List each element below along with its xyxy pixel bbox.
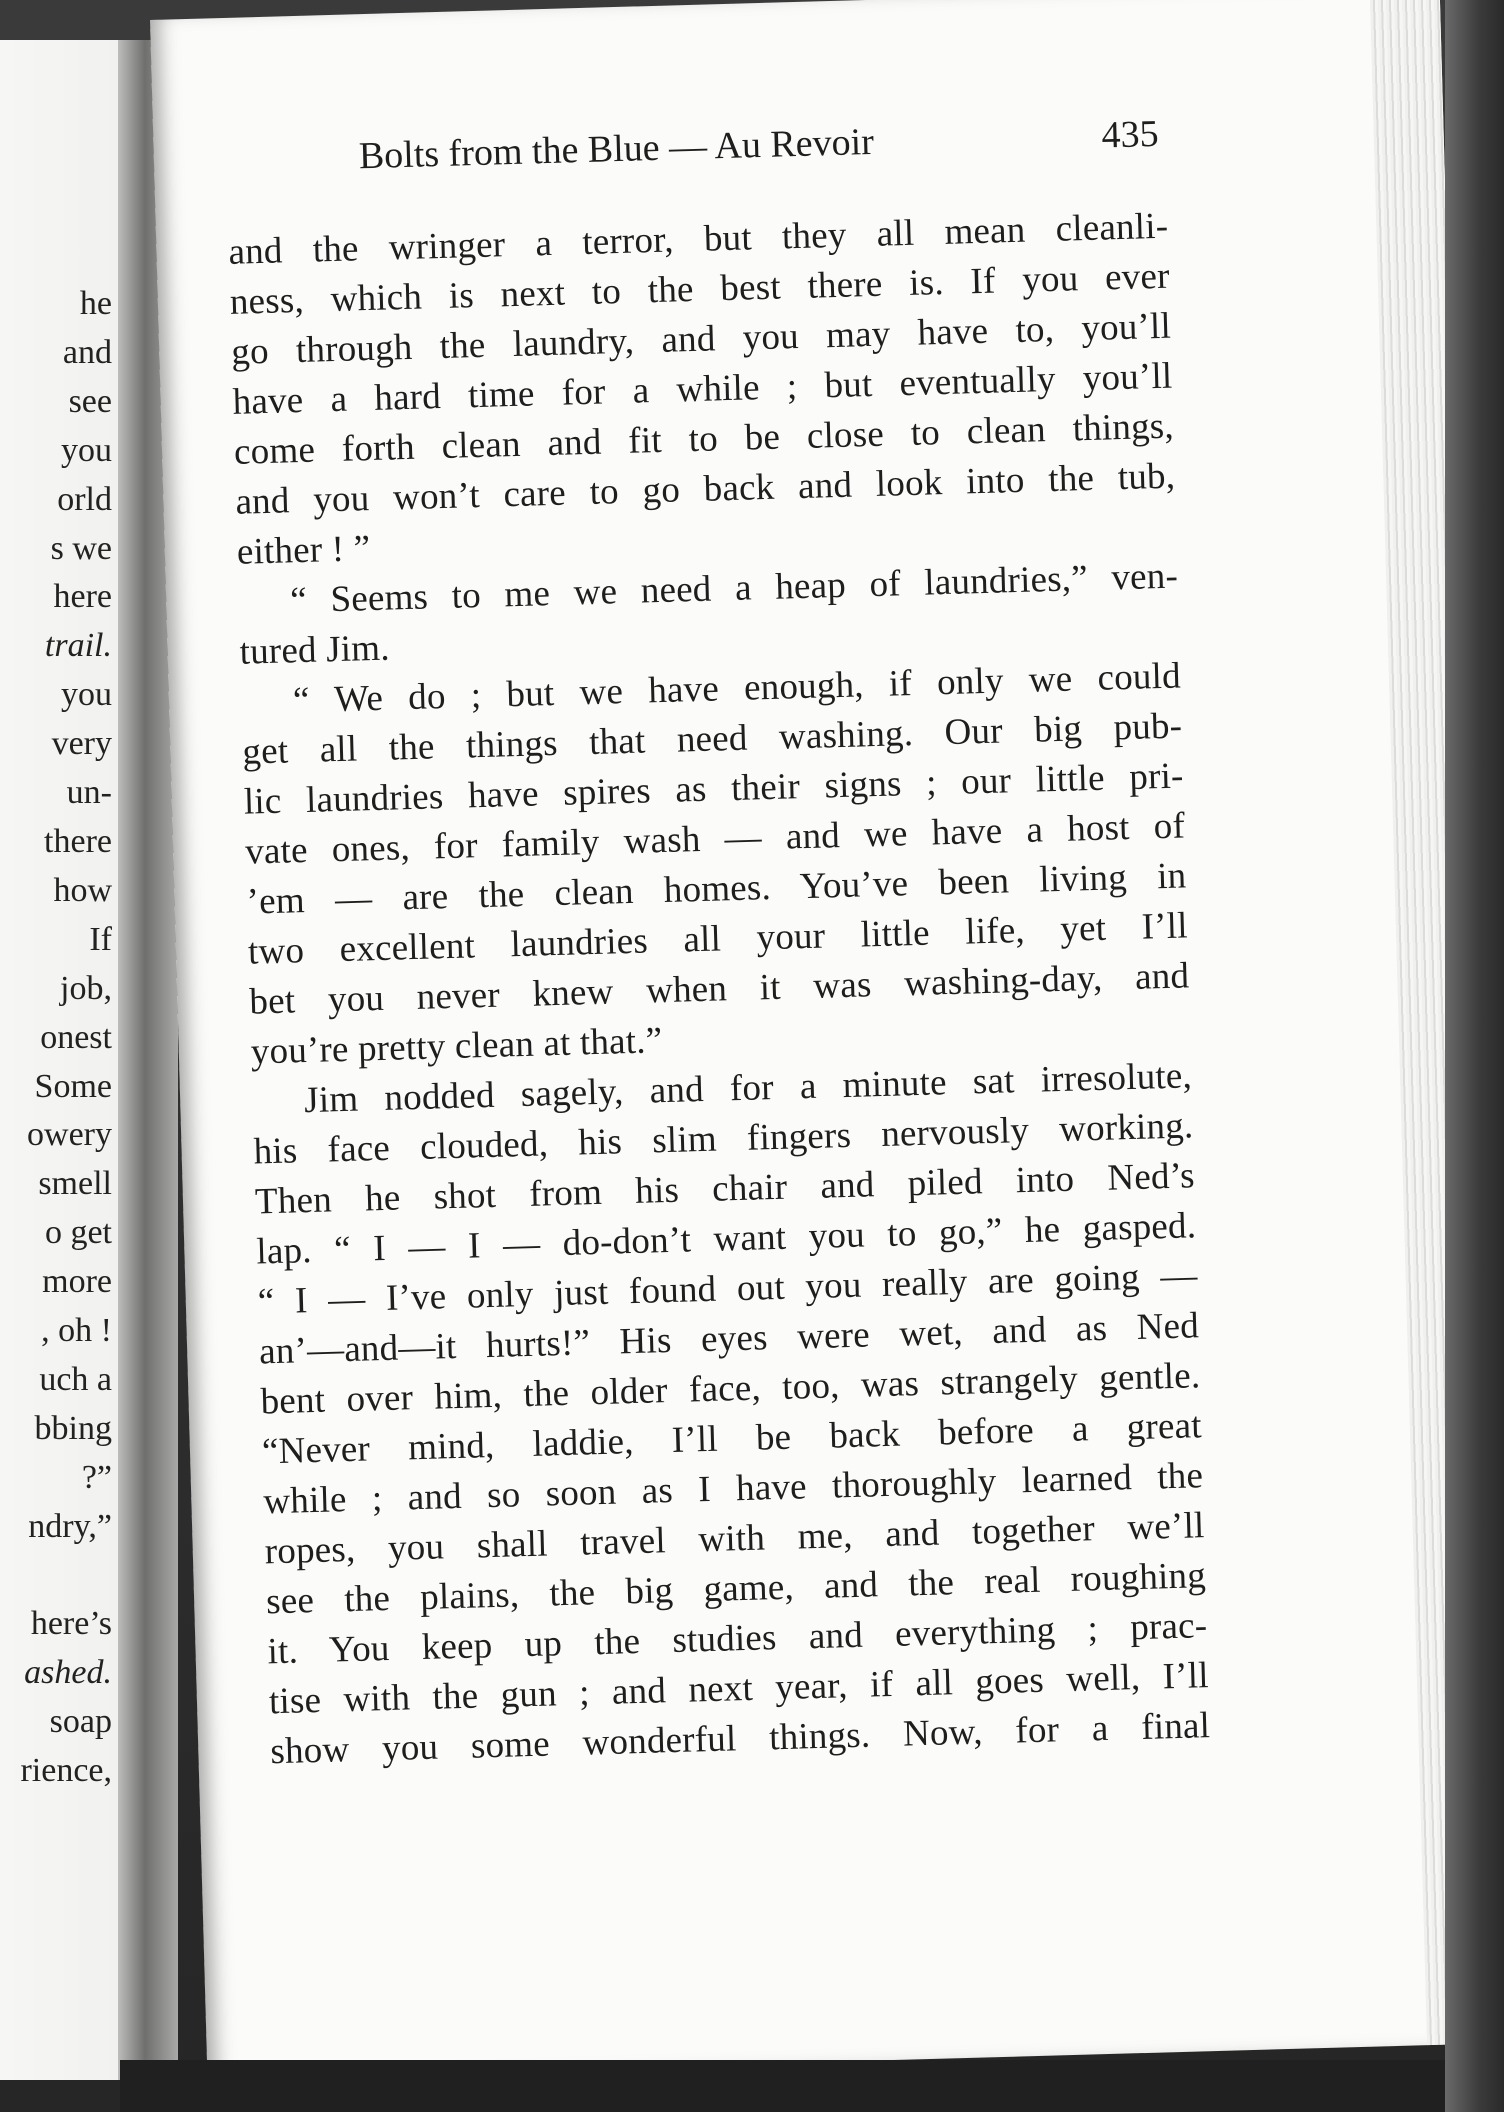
previous-page-line: here (53, 578, 112, 616)
body-text (228, 202, 1211, 1778)
book-cover-edge (1445, 0, 1504, 2112)
previous-page-line: soap (49, 1703, 112, 1741)
text-line: “Never mind, laddie, I’ll be back before a great (261, 1405, 1203, 1473)
previous-page-line: ndry,” (28, 1507, 112, 1545)
previous-page-line: Some (34, 1067, 112, 1105)
text-line: tise with the gun ; and next year, if all goes well, I’ll (268, 1655, 1210, 1723)
text-line: have a hard time for a while ; but eventually you’ll (232, 355, 1173, 423)
text-line: ropes, you shall travel with me, and together we’ll (264, 1505, 1206, 1573)
previous-page-line: smell (38, 1165, 112, 1203)
previous-page-line: un- (66, 774, 112, 812)
previous-page-line: owery (27, 1116, 112, 1154)
previous-page-line: there (44, 822, 112, 860)
text-line: “ I — I’ve only just found out you really are going — (257, 1255, 1199, 1323)
previous-page-line: trail. (44, 627, 112, 665)
text-line: bet you never knew when it was washing-day, and (248, 955, 1190, 1023)
text-line: ness, which is next to the best there is. If you ever (229, 255, 1171, 323)
text-line: it. You keep up the studies and everything ; prac- (267, 1605, 1208, 1673)
previous-page-line: how (53, 871, 112, 909)
text-line: show you some wonderful things. Now, for a final (269, 1705, 1211, 1773)
previous-page-line: very (51, 725, 112, 763)
previous-page-line: you (61, 676, 112, 714)
previous-page-line (20, 1552, 112, 1601)
page-number: 435 (1101, 112, 1160, 157)
previous-page-line: rience, (20, 1752, 112, 1790)
text-line: Then he shot from his chair and piled into Ned’s (254, 1155, 1196, 1223)
previous-page-line: bbing (34, 1409, 112, 1447)
text-line: while ; and so soon as I have thoroughly learned the (262, 1455, 1204, 1523)
text-line: and you won’t care to go back and look into the tub, (234, 455, 1176, 523)
previous-page-line: If (89, 920, 112, 958)
previous-page-line: uch a (39, 1360, 112, 1398)
previous-page-text (20, 280, 112, 1796)
text-line: either ! ” (236, 528, 371, 573)
text-line: come forth clean and fit to be close to clean things, (233, 405, 1175, 473)
text-line: get all the things that need washing. Our big pub- (241, 705, 1183, 773)
previous-page-line: and (62, 333, 112, 371)
previous-page-line: onest (40, 1018, 112, 1056)
text-line: vate ones, for family wash — and we have a host of (244, 805, 1186, 873)
text-line: ’em — are the clean homes. You’ve been living in (246, 855, 1187, 923)
text-line: lic laundries have spires as their signs ; our little pri- (243, 755, 1185, 823)
text-line: two excellent laundries all your little life, yet I’ll (247, 905, 1189, 973)
previous-page-line: o get (44, 1214, 112, 1252)
previous-page-line: here’s (30, 1605, 112, 1643)
previous-page-line: see (68, 382, 112, 420)
text-line: see the plains, the big game, and the real roughing (265, 1555, 1207, 1623)
previous-page-line: , oh ! (41, 1312, 112, 1350)
text-line: “ We do ; but we have enough, if only we could (292, 655, 1182, 722)
text-line: go through the laundry, and you may have to, you’ll (230, 305, 1172, 373)
text-line: bent over him, the older face, too, was strangely gentle. (260, 1355, 1201, 1423)
text-line: you’re pretty clean at that.” (250, 1020, 663, 1073)
previous-page-line: more (42, 1263, 112, 1301)
previous-page-line: ?” (81, 1458, 112, 1496)
running-head (358, 112, 1159, 178)
text-line: an’—and—it hurts!” His eyes were wet, and as Ned (258, 1305, 1200, 1373)
previous-page-line: orld (57, 480, 112, 518)
previous-page-line: he (79, 285, 112, 322)
previous-page-line: s we (50, 529, 112, 567)
bottom-shadow (120, 2060, 1504, 2112)
text-line: tured Jim. (239, 627, 391, 673)
text-line: Jim nodded sagely, and for a minute sat irresolute, (303, 1055, 1193, 1122)
previous-page-line: you (61, 431, 112, 469)
text-line: his face clouded, his slim fingers nervously working. (253, 1105, 1194, 1173)
previous-page-line: ashed. (24, 1654, 112, 1692)
book-page (150, 0, 1497, 2079)
previous-page-line: job, (60, 969, 112, 1007)
text-line: “ Seems to me we need a heap of laundries,” ven- (289, 555, 1179, 622)
chapter-title: Bolts from the Blue — Au Revoir (358, 120, 875, 178)
text-line: and the wringer a terror, but they all mean cleanli- (227, 205, 1169, 273)
text-line: lap. “ I — I — do-don’t want you to go,” he gasped. (255, 1205, 1197, 1273)
